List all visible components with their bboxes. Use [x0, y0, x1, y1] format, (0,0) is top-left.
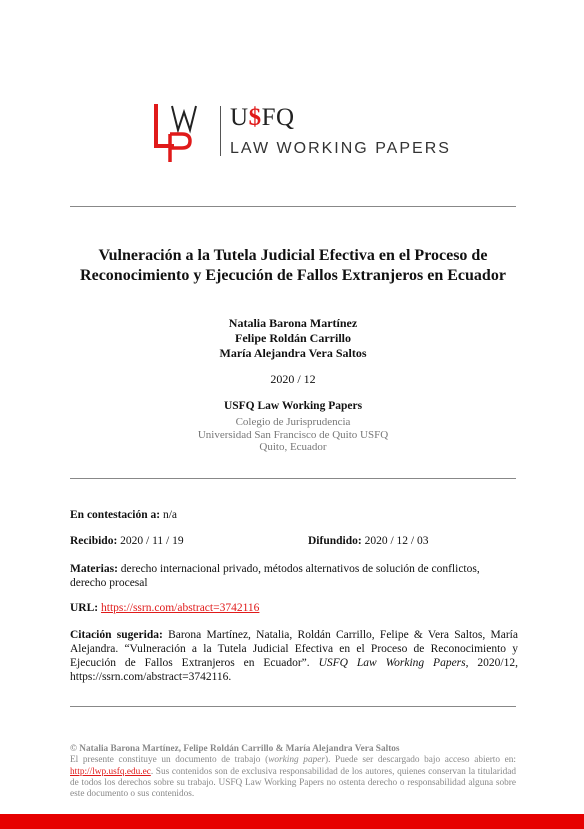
copyright-line: © Natalia Barona Martínez, Felipe Roldán Carrillo & María Alejandra Vera Saltos: [70, 744, 400, 754]
author: María Alejandra Vera Saltos: [219, 346, 367, 360]
institution-line: Colegio de Jurisprudencia: [235, 416, 351, 428]
lwp-logo-mark: [152, 100, 212, 162]
footer-notice: [70, 744, 516, 800]
usfq-wordmark: U$FQ: [230, 104, 295, 131]
url-line: URL: https://ssrn.com/abstract=3742116: [70, 602, 260, 614]
license-text: El presente constituye un documento de trabajo (working paper). Puede ser descargado bajo acceso abierto en: http://lwp.usfq.edu.ec. Sus contenidos son de exclusiva responsabilidad de los autores, quienes conservan la titularidad de todos los derechos sobre su trabajo. USFQ Law Working Papers no ostenta derecho o responsabilidad alguna sobre este documento o sus contenidos.: [70, 755, 517, 800]
response-line: En contestación a: n/a: [70, 509, 178, 521]
author-list: [60, 316, 526, 361]
institution-line: Universidad San Francisco de Quito USFQ: [197, 428, 389, 441]
divider-rule-middle: [70, 478, 516, 479]
series-name: USFQ Law Working Papers: [223, 400, 363, 412]
paper-date: 2020 / 12: [270, 372, 316, 386]
received-field: Recibido: 2020 / 11 / 19: [70, 535, 184, 547]
institution-block: [60, 416, 526, 454]
ssrn-link[interactable]: https://ssrn.com/abstract=3742116: [101, 602, 260, 614]
lwp-website-link[interactable]: http://lwp.usfq.edu.ec: [70, 766, 151, 777]
divider-rule-bottom: [70, 706, 516, 707]
institution-line: Quito, Ecuador: [259, 441, 327, 453]
published-field: Difundido: 2020 / 12 / 03: [308, 535, 429, 547]
bottom-red-bar: [0, 814, 584, 829]
logo-divider: [220, 106, 221, 156]
author: Natalia Barona Martínez: [228, 316, 358, 330]
usfq-lwp-logo: [152, 100, 451, 162]
author: Felipe Roldán Carrillo: [235, 331, 351, 345]
paper-title: Vulneración a la Tutela Judicial Efectiva en el Proceso de Reconocimiento y Ejecución de Fallos Extranjeros en Ecuador: [80, 247, 506, 284]
subjects-line: Materias: derecho internacional privado, métodos alternativos de solución de conflictos, derecho procesal: [70, 563, 480, 589]
dates-line: [70, 534, 518, 548]
citation-block: Citación sugerida: Barona Martínez, Natalia, Roldán Carrillo, Felipe & Vera Saltos, María Alejandra. “Vulneración a la Tutela Judicial Efectiva en el Proceso de Reconocimiento y Ejecución de Fallos Extranjeros en Ecuador”. USFQ Law Working Papers, 2020/12, https://ssrn.com/abstract=3742116.: [70, 629, 518, 683]
divider-rule-top: [70, 206, 516, 207]
law-working-papers-wordmark: LAW WORKING PAPERS: [230, 140, 451, 157]
